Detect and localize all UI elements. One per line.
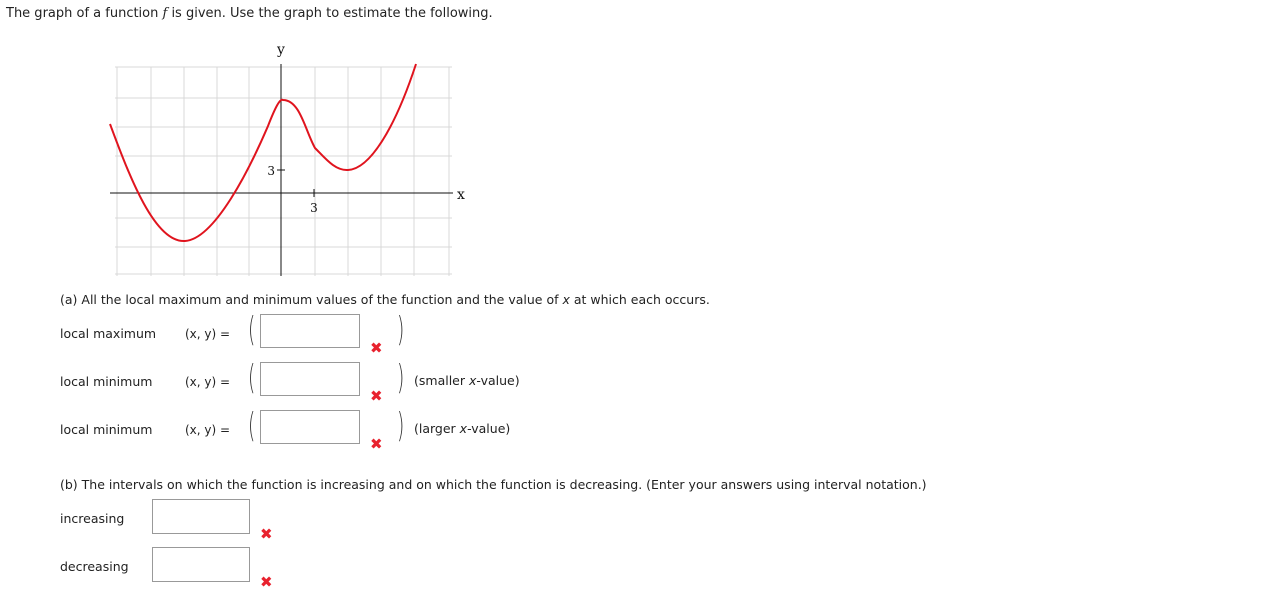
open-paren-icon: ( xyxy=(248,358,256,398)
local-minimum-larger-label: local minimum xyxy=(60,422,153,437)
incorrect-icon: ✖ xyxy=(370,387,383,405)
incorrect-icon: ✖ xyxy=(260,573,273,591)
close-paren-icon: ) xyxy=(397,310,405,350)
increasing-input[interactable] xyxy=(152,499,250,534)
function-graph xyxy=(100,38,470,278)
incorrect-icon: ✖ xyxy=(370,339,383,357)
local-maximum-input[interactable] xyxy=(260,314,360,348)
xy-equals-label: (x, y) = xyxy=(185,327,231,341)
smaller-x-note: (smaller x-value) xyxy=(414,373,520,388)
intro-text-end: is given. Use the graph to estimate the following. xyxy=(167,6,493,21)
xy-equals-label: (x, y) = xyxy=(185,375,231,389)
larger-x-note: (larger x-value) xyxy=(414,421,511,436)
incorrect-icon: ✖ xyxy=(370,435,383,453)
open-paren-icon: ( xyxy=(248,310,256,350)
open-paren-icon: ( xyxy=(248,406,256,446)
decreasing-input[interactable] xyxy=(152,547,250,582)
local-minimum-smaller-input[interactable] xyxy=(260,362,360,396)
y-tick-label: 3 xyxy=(267,164,275,178)
y-axis-label: y xyxy=(277,42,285,58)
intro-text: The graph of a function xyxy=(6,6,163,21)
xy-equals-label: (x, y) = xyxy=(185,423,231,437)
problem-intro xyxy=(6,6,493,21)
local-minimum-smaller-label: local minimum xyxy=(60,374,153,389)
close-paren-icon: ) xyxy=(397,406,405,446)
part-b-question: (b) The intervals on which the function is increasing and on which the function is decreasing. (Enter your answers using interval notation.) xyxy=(60,477,927,492)
close-paren-icon: ) xyxy=(397,358,405,398)
function-curve xyxy=(110,64,416,241)
local-minimum-larger-input[interactable] xyxy=(260,410,360,444)
grid xyxy=(115,67,452,276)
part-a-question: (a) All the local maximum and minimum values of the function and the value of x at which each occurs. xyxy=(60,292,710,307)
x-axis-label: x xyxy=(457,187,465,203)
increasing-label: increasing xyxy=(60,511,125,526)
local-maximum-label: local maximum xyxy=(60,326,157,341)
function-symbol: f xyxy=(162,6,168,21)
incorrect-icon: ✖ xyxy=(260,525,273,543)
x-tick-label: 3 xyxy=(310,201,318,215)
decreasing-label: decreasing xyxy=(60,559,129,574)
